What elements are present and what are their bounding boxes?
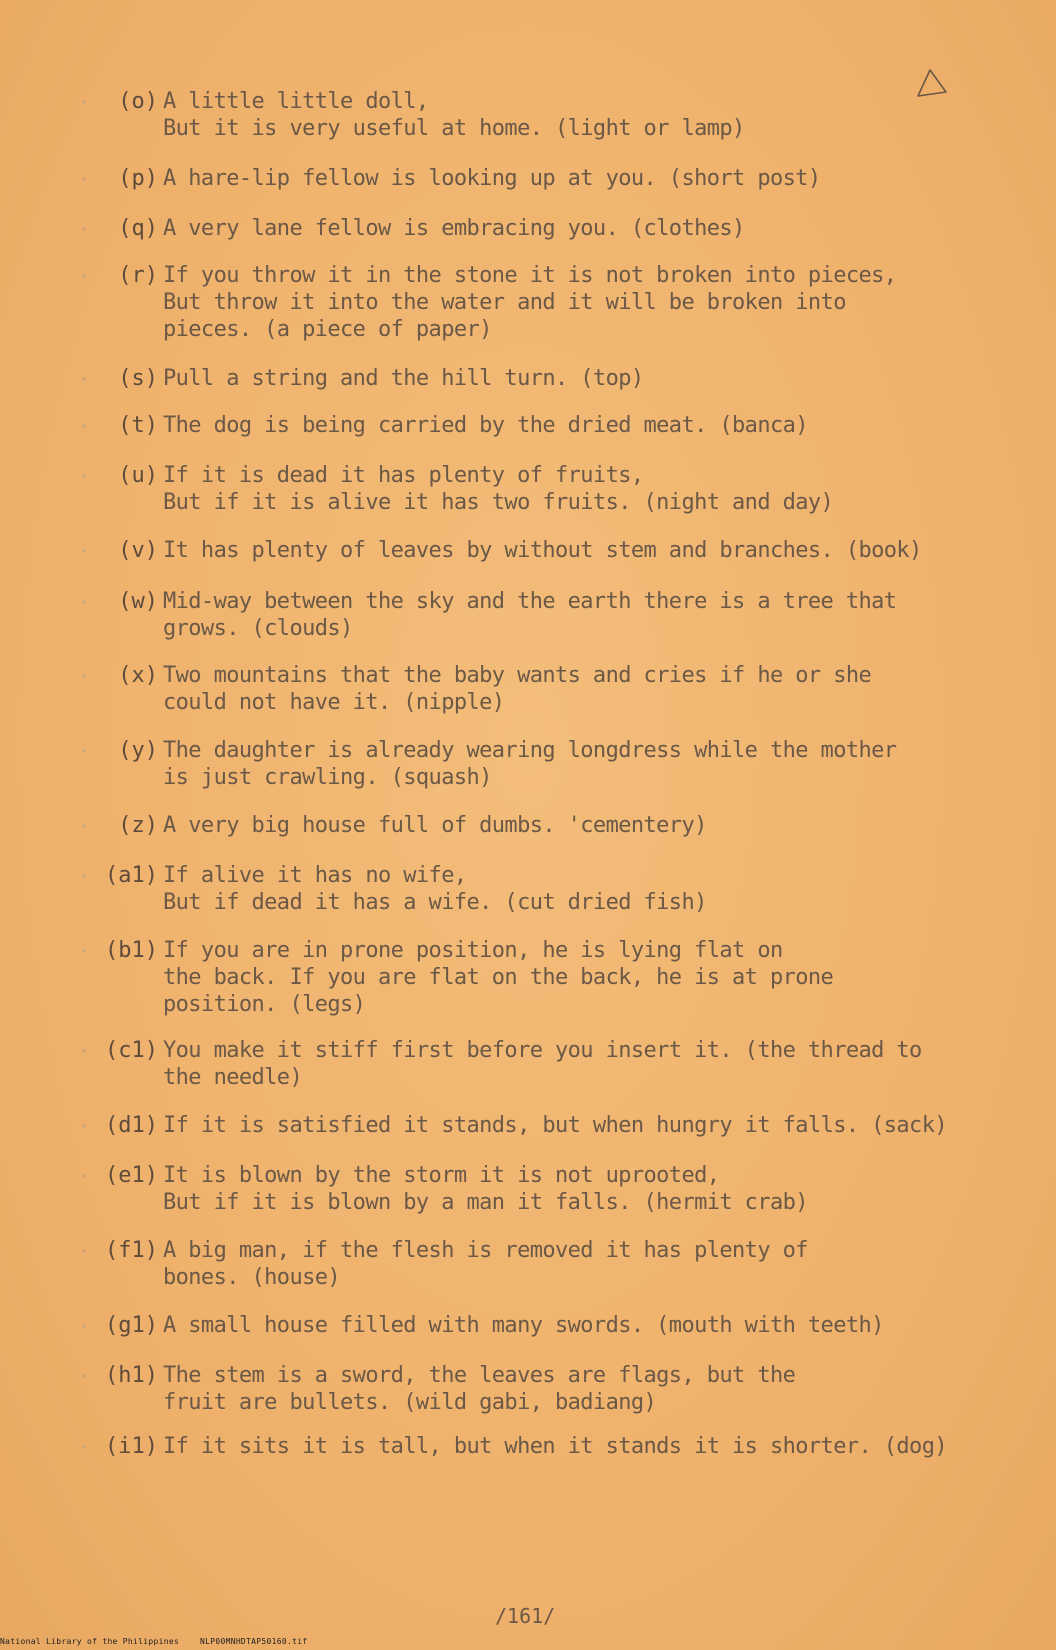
- riddle-line: The daughter is already wearing longdress while the mother: [163, 738, 897, 763]
- riddle-label: (v): [118, 538, 158, 563]
- margin-tick-icon: ·: [77, 864, 90, 888]
- margin-tick-icon: ·: [77, 739, 90, 763]
- riddle-line: But throw it into the water and it will be broken into: [163, 290, 846, 315]
- footer-file: NLP00MNHDTAP50160.tif: [200, 1637, 308, 1646]
- riddle-line: A small house filled with many swords. (mouth with teeth): [163, 1313, 884, 1338]
- riddle-line: If it sits it is tall, but when it stands it is shorter. (dog): [163, 1434, 947, 1459]
- riddle-line: You make it stiff first before you insert it. (the thread to: [163, 1038, 922, 1063]
- riddle-line: grows. (clouds): [163, 616, 353, 641]
- riddle-text: [163, 937, 983, 1018]
- margin-tick-icon: ·: [77, 1239, 90, 1263]
- margin-tick-icon: ·: [77, 367, 90, 391]
- riddle-line: the needle): [163, 1065, 303, 1090]
- riddle-label: (z): [118, 813, 158, 838]
- riddle-label: (d1): [105, 1113, 158, 1138]
- margin-tick-icon: ·: [77, 217, 90, 241]
- riddle-line: A very big house full of dumbs. 'cementery): [163, 813, 707, 838]
- margin-tick-icon: ·: [77, 264, 90, 288]
- riddle-label: (g1): [105, 1313, 158, 1338]
- riddle-text: [163, 812, 983, 839]
- riddle-label: (r): [118, 263, 158, 288]
- riddle-label: (t): [118, 413, 158, 438]
- riddle-text: [163, 1037, 983, 1091]
- margin-tick-icon: ·: [77, 939, 90, 963]
- riddle-line: could not have it. (nipple): [163, 690, 505, 715]
- riddle-text: [163, 1312, 983, 1339]
- riddle-line: is just crawling. (squash): [163, 765, 492, 790]
- riddle-line: position. (legs): [163, 992, 366, 1017]
- riddle-line: fruit are bullets. (wild gabi, badiang): [163, 1390, 657, 1415]
- riddle-text: [163, 1362, 983, 1416]
- riddle-line: But if it is blown by a man it falls. (hermit crab): [163, 1190, 808, 1215]
- margin-tick-icon: ·: [77, 414, 90, 438]
- riddle-line: The dog is being carried by the dried meat. (banca): [163, 413, 808, 438]
- riddle-line: A hare-lip fellow is looking up at you. (short post): [163, 166, 821, 191]
- riddle-label: (s): [118, 366, 158, 391]
- riddle-label: (c1): [105, 1038, 158, 1063]
- riddle-line: It is blown by the storm it is not uprooted,: [163, 1163, 720, 1188]
- riddle-line: If you throw it in the stone it is not broken into pieces,: [163, 263, 897, 288]
- riddle-label: (w): [118, 589, 158, 614]
- riddle-text: [163, 1112, 983, 1139]
- margin-tick-icon: ·: [77, 664, 90, 688]
- margin-tick-icon: ·: [77, 167, 90, 191]
- riddle-text: [163, 1433, 983, 1460]
- riddle-label: (q): [118, 216, 158, 241]
- riddle-line: But it is very useful at home. (light or lamp): [163, 116, 745, 141]
- riddle-line: Mid-way between the sky and the earth there is a tree that: [163, 589, 897, 614]
- margin-tick-icon: ·: [77, 1039, 90, 1063]
- margin-tick-icon: ·: [77, 590, 90, 614]
- riddle-text: [163, 1237, 983, 1291]
- riddle-text: [163, 165, 983, 192]
- riddle-label: (u): [118, 463, 158, 488]
- riddle-line: The stem is a sword, the leaves are flags, but the: [163, 1363, 796, 1388]
- riddle-text: [163, 88, 983, 142]
- riddle-text: [163, 862, 983, 916]
- riddle-label: (e1): [105, 1163, 158, 1188]
- riddle-label: (i1): [105, 1434, 158, 1459]
- riddle-label: (b1): [105, 938, 158, 963]
- riddle-text: [163, 412, 983, 439]
- riddle-label: (y): [118, 738, 158, 763]
- riddle-label: (h1): [105, 1363, 158, 1388]
- riddle-line: But if it is alive it has two fruits. (night and day): [163, 490, 834, 515]
- riddle-line: Pull a string and the hill turn. (top): [163, 366, 644, 391]
- riddle-line: bones. (house): [163, 1265, 341, 1290]
- margin-tick-icon: ·: [77, 1114, 90, 1138]
- footer-library: National Library of the Philippines: [0, 1637, 180, 1646]
- page-number-value: 161: [507, 1604, 544, 1628]
- riddle-line: A big man, if the flesh is removed it has plenty of: [163, 1238, 808, 1263]
- riddle-text: [163, 365, 983, 392]
- riddle-line: If it is satisfied it stands, but when hungry it falls. (sack): [163, 1113, 947, 1138]
- margin-tick-icon: ·: [77, 1364, 90, 1388]
- riddle-line: If alive it has no wife,: [163, 863, 467, 888]
- riddle-label: (p): [118, 166, 158, 191]
- riddle-line: But if dead it has a wife. (cut dried fish): [163, 890, 707, 915]
- riddle-text: [163, 537, 983, 564]
- riddle-text: [163, 215, 983, 242]
- riddle-text: [163, 737, 983, 791]
- riddle-label: (a1): [105, 863, 158, 888]
- riddle-label: (x): [118, 663, 158, 688]
- riddle-line: If it is dead it has plenty of fruits,: [163, 463, 644, 488]
- margin-tick-icon: ·: [77, 1435, 90, 1459]
- page-number: /161/: [495, 1604, 556, 1628]
- margin-tick-icon: ·: [77, 1314, 90, 1338]
- riddle-text: [163, 262, 983, 343]
- riddle-line: A very lane fellow is embracing you. (clothes): [163, 216, 745, 241]
- riddle-text: [163, 588, 983, 642]
- margin-tick-icon: ·: [77, 539, 90, 563]
- riddle-text: [163, 662, 983, 716]
- riddle-line: pieces. (a piece of paper): [163, 317, 492, 342]
- margin-tick-icon: ·: [77, 464, 90, 488]
- riddle-line: It has plenty of leaves by without stem and branches. (book): [163, 538, 922, 563]
- riddle-label: (o): [118, 89, 158, 114]
- margin-tick-icon: ·: [77, 90, 90, 114]
- riddle-line: Two mountains that the baby wants and cries if he or she: [163, 663, 872, 688]
- riddle-line: If you are in prone position, he is lying flat on: [163, 938, 783, 963]
- riddle-line: A little little doll,: [163, 89, 429, 114]
- margin-tick-icon: ·: [77, 1164, 90, 1188]
- riddle-label: (f1): [105, 1238, 158, 1263]
- margin-tick-icon: ·: [77, 814, 90, 838]
- riddle-line: the back. If you are flat on the back, he is at prone: [163, 965, 834, 990]
- riddle-text: [163, 1162, 983, 1216]
- riddle-text: [163, 462, 983, 516]
